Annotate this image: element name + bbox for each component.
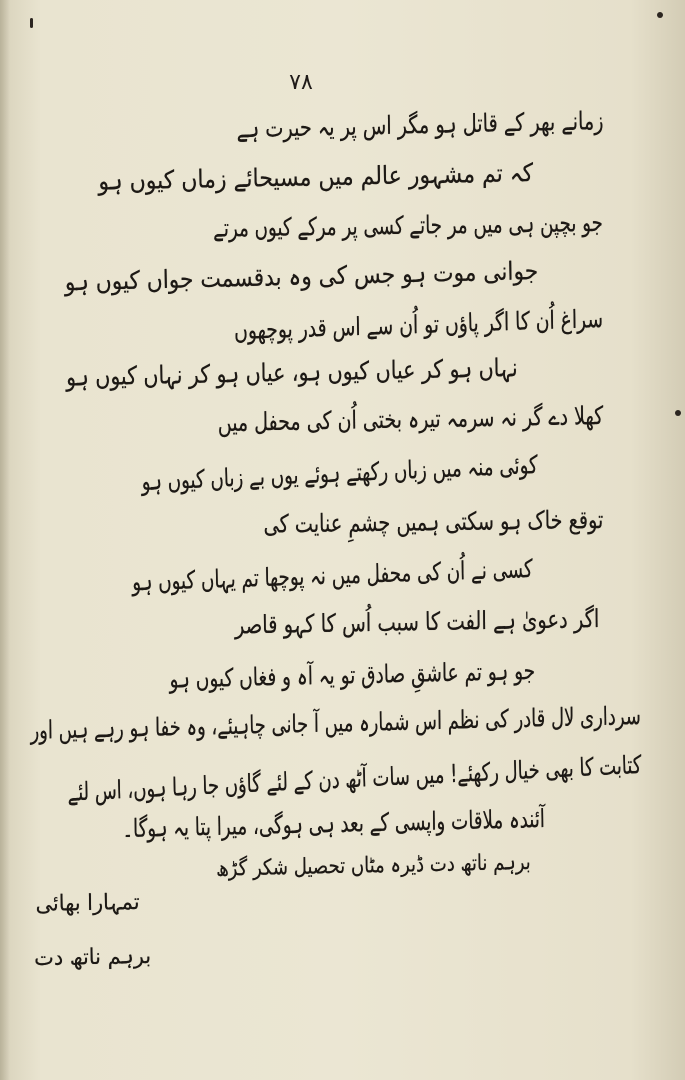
- letter-line: آئندہ ملاقات واپسی کے بعد ہی ہوگی، میرا پتا یہ ہوگا۔: [122, 804, 546, 844]
- letter-line: کتابت کا بھی خیال رکھئے! میں سات آٹھ دن کے لئے گاؤں جا رہا ہوں، اس لئے: [66, 750, 642, 807]
- page-binding-shadow: [0, 0, 10, 1080]
- poem-line: جو ہو تم عاشقِ صادق تو یہ آہ و فغاں کیوں ہو: [169, 656, 536, 694]
- poem-line: کوئی منہ میں زباں رکھتے ہوئے یوں بے زباں کیوں ہو: [141, 450, 539, 497]
- address-line: برہم ناتھ دت ڈیرہ مٹاں تحصیل شکر گڑھ: [216, 850, 532, 882]
- poem-line: جو بچپن ہی میں مر جاتے کسی پر مرکے کیوں مرتے: [213, 208, 604, 243]
- poem-line: نہاں ہو کر عیاں کیوں ہو، عیاں ہو کر نہاں کیوں ہو: [66, 353, 519, 392]
- poem-line: جوانی موت ہو جس کی وہ بدقسمت جواں کیوں ہو: [64, 256, 539, 297]
- ink-spot: [675, 410, 681, 416]
- poem-line: اگر دعویٰ ہے الفت کا سبب اُس کا کہو قاصر: [234, 604, 600, 640]
- letter-line: سرداری لال قادر کی نظم اس شمارہ میں آ جانی چاہیئے، وہ خفا ہو رہے ہیں اور: [30, 701, 642, 745]
- signature: برہم ناتھ دت: [33, 944, 152, 972]
- poem-line: کسی نے اُن کی محفل میں نہ پوچھا تم یہاں کیوں ہو: [132, 554, 534, 597]
- poem-line: کہ تم مشہور عالم میں مسیحائے زماں کیوں ہو: [97, 158, 534, 196]
- poem-line: کھلا دے گر نہ سرمہ تیرہ بختی اُن کی محفل میں: [217, 401, 604, 438]
- page-number: ۷۸: [289, 70, 313, 95]
- closing-line: تمہارا بھائی: [35, 890, 141, 917]
- ink-spot: [657, 12, 663, 18]
- poem-line: توقع خاک ہو سکتی ہمیں چشمِ عنایت کی: [263, 505, 604, 539]
- poem-line: سراغ اُن کا اگر پاؤں تو اُن سے اس قدر پوچھوں: [233, 304, 604, 346]
- poem-line: زمانے بھر کے قاتل ہو مگر اس پر یہ حیرت ہے: [235, 106, 604, 144]
- binding-mark: [30, 18, 33, 28]
